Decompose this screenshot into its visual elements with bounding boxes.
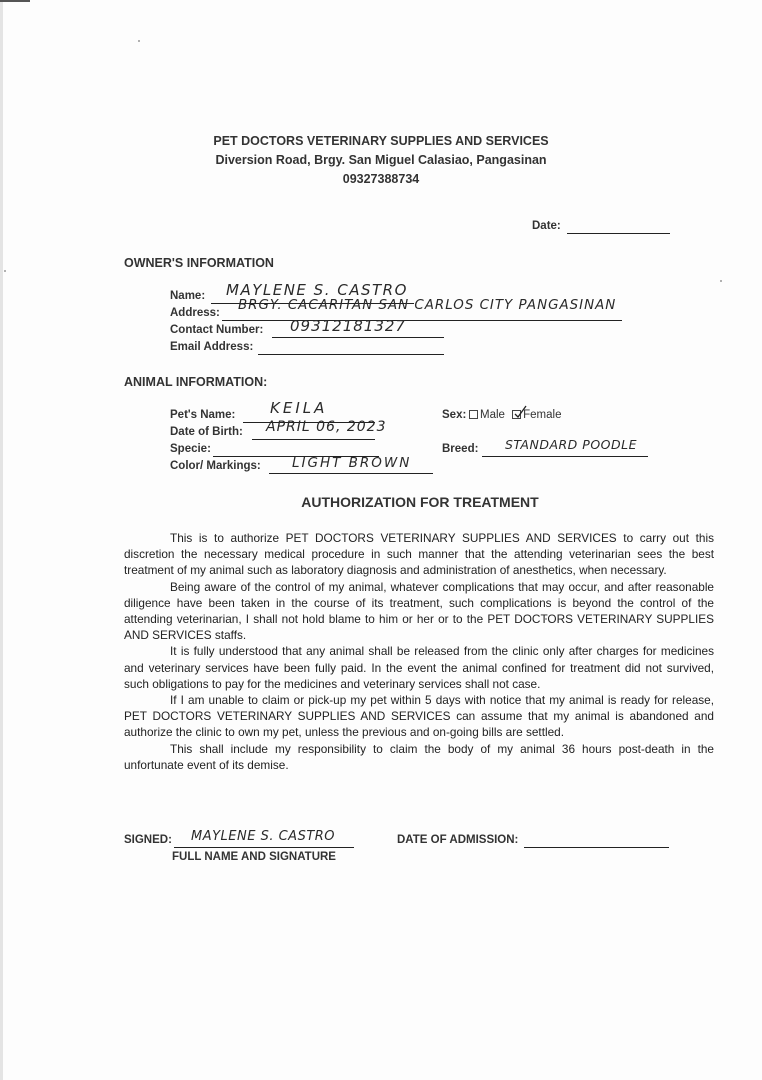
- owner-section-title: OWNER'S INFORMATION: [124, 256, 274, 270]
- date-label: Date:: [532, 220, 561, 232]
- breed-label: Breed:: [442, 443, 479, 455]
- sex-options: [469, 409, 562, 421]
- contact-number-line: [272, 337, 444, 338]
- breed-value[interactable]: STANDARD POODLE: [505, 437, 637, 452]
- contact-number-value[interactable]: 09312181327: [290, 317, 406, 335]
- signature-line: [174, 847, 354, 848]
- pet-name-value[interactable]: KEILA: [270, 399, 328, 417]
- contact-number-label: Contact Number:: [170, 324, 264, 336]
- male-option-label: Male: [480, 409, 505, 421]
- date-of-admission-line[interactable]: [524, 847, 669, 848]
- signature-sub-label: FULL NAME AND SIGNATURE: [172, 851, 336, 863]
- owner-name-label: Name:: [170, 290, 206, 302]
- scan-speck: [4, 270, 6, 272]
- date-line[interactable]: [567, 233, 670, 234]
- specie-label: Specie:: [170, 443, 211, 455]
- color-markings-value[interactable]: LIGHT BROWN: [292, 455, 412, 471]
- checkmark-icon: [513, 405, 527, 419]
- company-phone: 09327388734: [342, 172, 420, 186]
- letterhead: [0, 132, 762, 189]
- authorization-paragraph: Being aware of the control of my animal, whatever complications that may occur, and after reasonable diligence have been taken in the course of its treatment, such complications is beyond the control of the attending veterinarian, I shall not hold blame to him or her or to the PET DOCTORS VETERINARY SUPPLIES AND SERVICES staffs.: [124, 579, 714, 643]
- owner-address-line: [222, 320, 622, 321]
- scan-speck: [138, 40, 140, 42]
- company-address: Diversion Road, Brgy. San Miguel Calasiao, Pangasinan: [215, 153, 547, 167]
- authorization-paragraph: This shall include my responsibility to claim the body of my animal 36 hours post-death in the unfortunate event of its demise.: [124, 741, 714, 772]
- signed-label: SIGNED:: [124, 834, 172, 846]
- female-option-label: Female: [523, 409, 562, 421]
- male-checkbox[interactable]: [469, 410, 478, 419]
- date-of-admission-label: DATE OF ADMISSION:: [397, 834, 519, 846]
- email-label: Email Address:: [170, 341, 254, 353]
- dob-value[interactable]: APRIL 06, 2023: [266, 419, 387, 435]
- owner-name-value[interactable]: MAYLENE S. CASTRO: [226, 281, 408, 299]
- sex-label: Sex:: [442, 409, 467, 421]
- dob-line: [252, 439, 375, 440]
- authorization-paragraph: This is to authorize PET DOCTORS VETERINARY SUPPLIES AND SERVICES to carry out this discretion the necessary medical procedure in such manner that the attending veterinarian sees the best treatment of my animal such as laboratory diagnosis and administration of anesthetics, when necessary.: [124, 531, 714, 578]
- dob-label: Date of Birth:: [170, 426, 243, 438]
- owner-address-label: Address:: [170, 307, 220, 319]
- company-name: PET DOCTORS VETERINARY SUPPLIES AND SERVICES: [213, 134, 549, 148]
- signature-value[interactable]: MAYLENE S. CASTRO: [191, 829, 336, 844]
- breed-line: [482, 456, 648, 457]
- scan-speck: [720, 280, 722, 282]
- scan-edge-mark: [0, 0, 30, 2]
- color-markings-label: Color/ Markings:: [170, 460, 261, 472]
- authorization-paragraph: It is fully understood that any animal shall be released from the clinic only after charges for medicines and veterinary services have been fully paid. In the event the animal confined for treatment did not survived, such obligations to pay for the medicines and veterinary services shall not case.: [124, 644, 714, 691]
- owner-address-value[interactable]: BRGY. CACARITAN SAN CARLOS CITY PANGASINAN: [238, 298, 617, 313]
- authorization-body: [124, 530, 714, 773]
- email-line[interactable]: [258, 354, 444, 355]
- authorization-title: AUTHORIZATION FOR TREATMENT: [301, 494, 539, 510]
- color-markings-line: [269, 473, 433, 474]
- authorization-paragraph: If I am unable to claim or pick-up my pet within 5 days with notice that my animal is ready for release, PET DOCTORS VETERINARY SUPPLIES AND SERVICES can assume that my animal is abandoned and authorize the clinic to own my pet, unless the previous and on-going bills are settled.: [124, 693, 714, 740]
- animal-section-title: ANIMAL INFORMATION:: [124, 375, 268, 389]
- pet-name-label: Pet's Name:: [170, 409, 236, 421]
